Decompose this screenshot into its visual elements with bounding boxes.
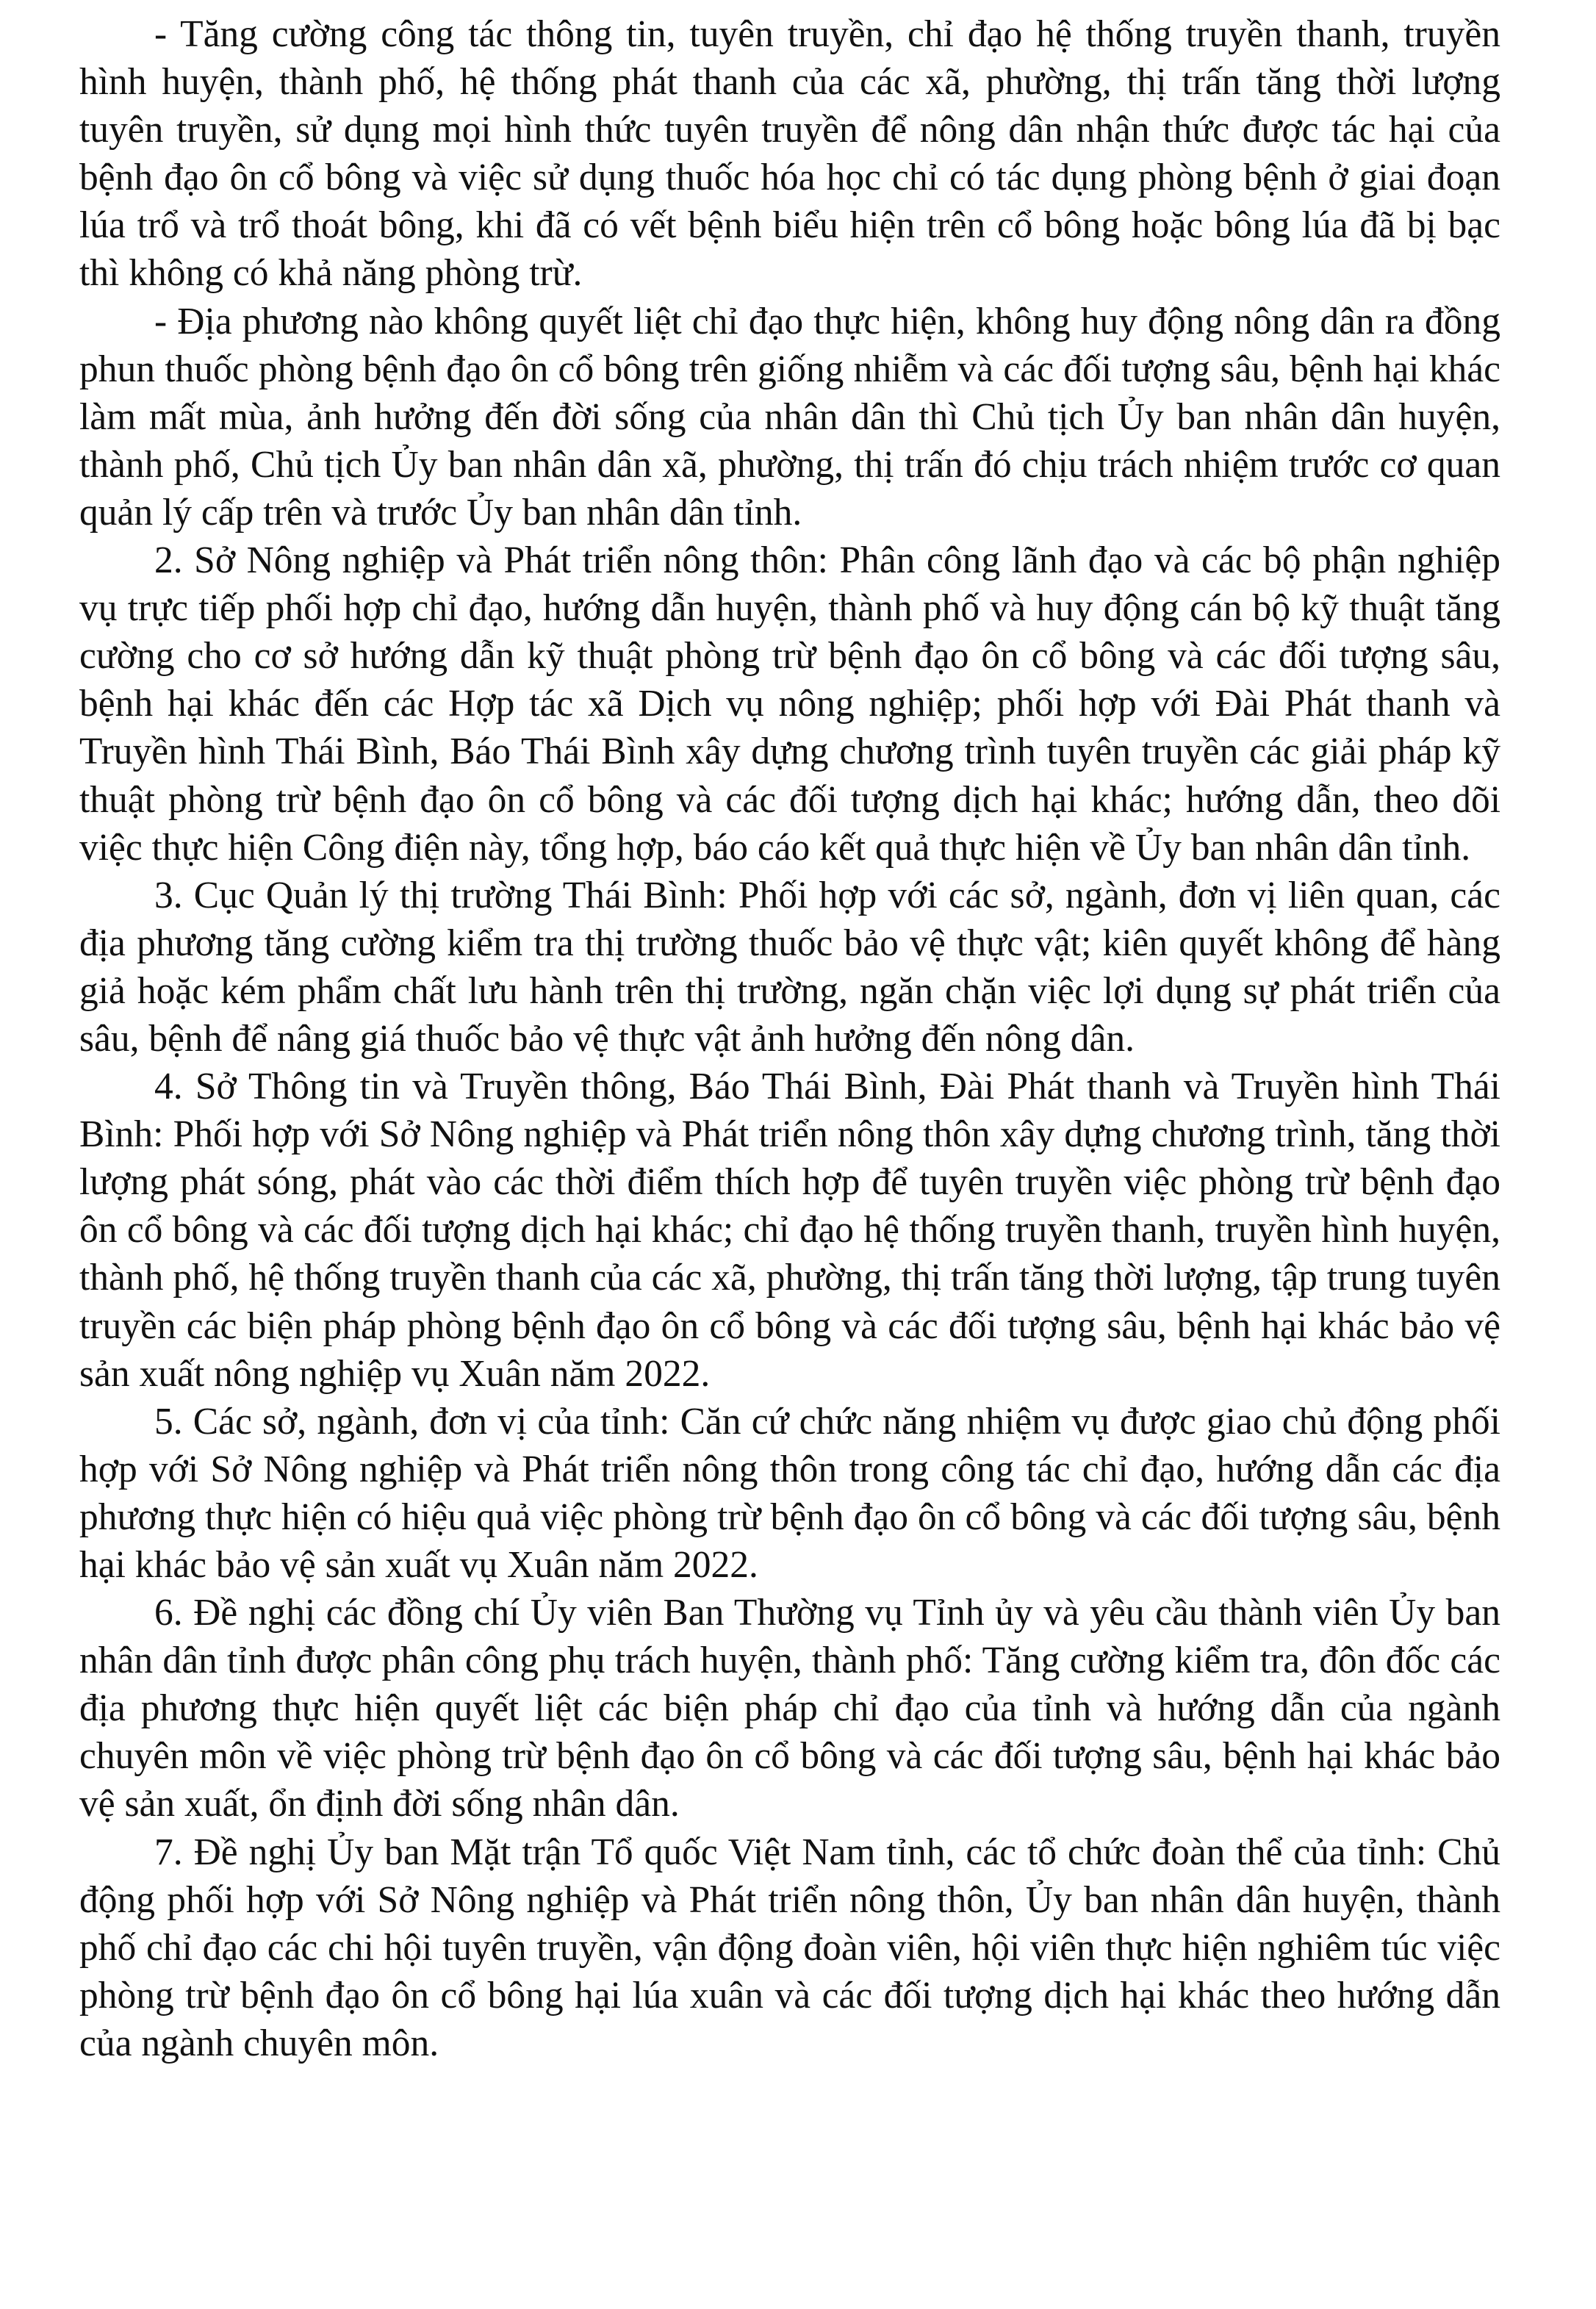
- paragraph-propaganda: - Tăng cường công tác thông tin, tuyên truyền, chỉ đạo hệ thống truyền thanh, truyền hình huyện, thành phố, hệ thống phát thanh của các xã, phường, thị trấn tăng thời lượng tuyên truyền, sử dụng mọi hình thức tuyên truyền để nông dân nhận thức được tác hại của bệnh đạo ôn cổ bông và việc sử dụng thuốc hóa học chỉ có tác dụng phòng bệnh ở giai đoạn lúa trổ và trổ thoát bông, khi đã có vết bệnh biểu hiện trên cổ bông hoặc bông lúa đã bị bạc thì không có khả năng phòng trừ.: [79, 13, 1500, 295]
- paragraph-item-4: 4. Sở Thông tin và Truyền thông, Báo Thái Bình, Đài Phát thanh và Truyền hình Thái Bình: Phối hợp với Sở Nông nghiệp và Phát triển nông thôn xây dựng chương trình, tăng thời lượng phát sóng, phát vào các thời điểm thích hợp để tuyên truyền việc phòng trừ bệnh đạo ôn cổ bông và các đối tượng dịch hại khác; chỉ đạo hệ thống truyền thanh, truyền hình huyện, thành phố, hệ thống truyền thanh của các xã, phường, thị trấn tăng thời lượng, tập trung tuyên truyền các biện pháp phòng bệnh đạo ôn cổ bông và các đối tượng sâu, bệnh hại khác bảo vệ sản xuất nông nghiệp vụ Xuân năm 2022.: [79, 1066, 1500, 1395]
- document-page: [79, 10, 1500, 2296]
- paragraph-item-2: 2. Sở Nông nghiệp và Phát triển nông thôn: Phân công lãnh đạo và các bộ phận nghiệp vụ trực tiếp phối hợp chỉ đạo, hướng dẫn huyện, thành phố và huy động cán bộ kỹ thuật tăng cường cho cơ sở hướng dẫn kỹ thuật phòng trừ bệnh đạo ôn cổ bông và các đối tượng sâu, bệnh hại khác đến các Hợp tác xã Dịch vụ nông nghiệp; phối hợp với Đài Phát thanh và Truyền hình Thái Bình, Báo Thái Bình xây dựng chương trình tuyên truyền các giải pháp kỹ thuật phòng trừ bệnh đạo ôn cổ bông và các đối tượng dịch hại khác; hướng dẫn, theo dõi việc thực hiện Công điện này, tổng hợp, báo cáo kết quả thực hiện về Ủy ban nhân dân tỉnh.: [79, 539, 1500, 869]
- paragraph-item-5: 5. Các sở, ngành, đơn vị của tỉnh: Căn cứ chức năng nhiệm vụ được giao chủ động phối hợp với Sở Nông nghiệp và Phát triển nông thôn trong công tác chỉ đạo, hướng dẫn các địa phương thực hiện có hiệu quả việc phòng trừ bệnh đạo ôn cổ bông và các đối tượng sâu, bệnh hại khác bảo vệ sản xuất vụ Xuân năm 2022.: [79, 1400, 1500, 1586]
- paragraph-item-7: 7. Đề nghị Ủy ban Mặt trận Tổ quốc Việt Nam tỉnh, các tổ chức đoàn thể của tỉnh: Chủ động phối hợp với Sở Nông nghiệp và Phát triển nông thôn, Ủy ban nhân dân huyện, thành phố chỉ đạo các chi hội tuyên truyền, vận động đoàn viên, hội viên thực hiện nghiêm túc việc phòng trừ bệnh đạo ôn cổ bông hại lúa xuân và các đối tượng dịch hại khác theo hướng dẫn của ngành chuyên môn.: [79, 1831, 1500, 2064]
- paragraph-local-responsibility: - Địa phương nào không quyết liệt chỉ đạo thực hiện, không huy động nông dân ra đồng phun thuốc phòng bệnh đạo ôn cổ bông trên giống nhiễm và các đối tượng sâu, bệnh hại khác làm mất mùa, ảnh hưởng đến đời sống của nhân dân thì Chủ tịch Ủy ban nhân dân huyện, thành phố, Chủ tịch Ủy ban nhân dân xã, phường, thị trấn đó chịu trách nhiệm trước cơ quan quản lý cấp trên và trước Ủy ban nhân dân tỉnh.: [79, 300, 1500, 534]
- paragraph-item-6: 6. Đề nghị các đồng chí Ủy viên Ban Thường vụ Tỉnh ủy và yêu cầu thành viên Ủy ban nhân dân tỉnh được phân công phụ trách huyện, thành phố: Tăng cường kiểm tra, đôn đốc các địa phương thực hiện quyết liệt các biện pháp chỉ đạo của tỉnh và hướng dẫn của ngành chuyên môn về việc phòng trừ bệnh đạo ôn cổ bông và các đối tượng sâu, bệnh hại khác bảo vệ sản xuất, ổn định đời sống nhân dân.: [79, 1592, 1500, 1825]
- paragraph-item-3: 3. Cục Quản lý thị trường Thái Bình: Phối hợp với các sở, ngành, đơn vị liên quan, các địa phương tăng cường kiểm tra thị trường thuốc bảo vệ thực vật; kiên quyết không để hàng giả hoặc kém phẩm chất lưu hành trên thị trường, ngăn chặn việc lợi dụng sự phát triển của sâu, bệnh để nâng giá thuốc bảo vệ thực vật ảnh hưởng đến nông dân.: [79, 874, 1500, 1060]
